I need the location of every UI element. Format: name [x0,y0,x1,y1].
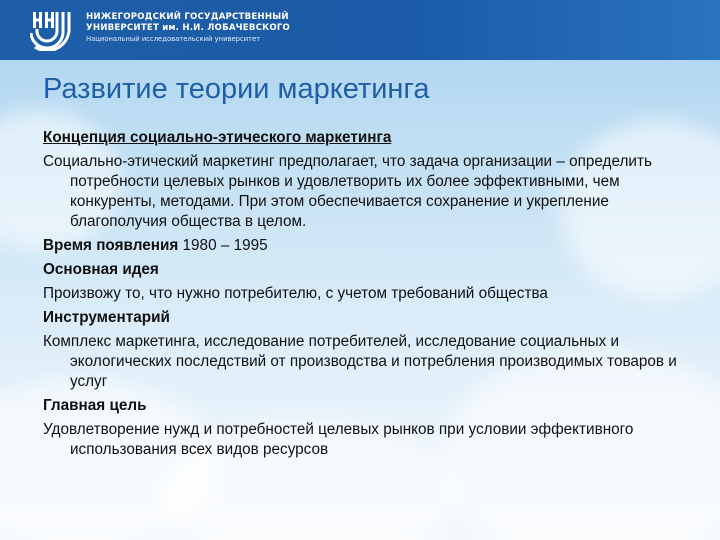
university-name-line1: НИЖЕГОРОДСКИЙ ГОСУДАРСТВЕННЫЙ [86,12,289,22]
tools-heading: Инструментарий [43,309,170,326]
header-bar [0,0,720,60]
idea-text: Произвожу то, что нужно потребителю, с учетом требований общества [43,285,548,302]
time-row [43,236,683,256]
university-name-line2: УНИВЕРСИТЕТ им. Н.И. ЛОБАЧЕВСКОГО [86,23,291,33]
university-name [86,12,290,44]
goal-text: Удовлетворение нужд и потребностей целевых рынков при условии эффективного использования всех видов ресурсов [43,421,634,458]
university-status-line: Национальный исследовательский университет [86,35,261,43]
slide-content [43,128,683,464]
unn-logo-icon [30,9,76,51]
idea-heading: Основная идея [43,261,159,278]
time-value: 1980 – 1995 [182,237,268,254]
intro-paragraph: Социально-этический маркетинг предполагает, что задача организации – определить потребности целевых рынков и удовлетворить их более эффективными, чем конкуренты, методами. При этом обеспечивается сохранение и укрепление благополучия общества в целом. [43,153,652,230]
time-label: Время появления [43,237,179,254]
concept-subtitle: Концепция социально-этического маркетинга [43,129,392,146]
slide-title: Развитие теории маркетинга [43,73,430,105]
tools-text: Комплекс маркетинга, исследование потребителей, исследование социальных и экологических последствий от производства и потребления производимых товаров и услуг [43,333,677,390]
goal-heading: Главная цель [43,397,147,414]
